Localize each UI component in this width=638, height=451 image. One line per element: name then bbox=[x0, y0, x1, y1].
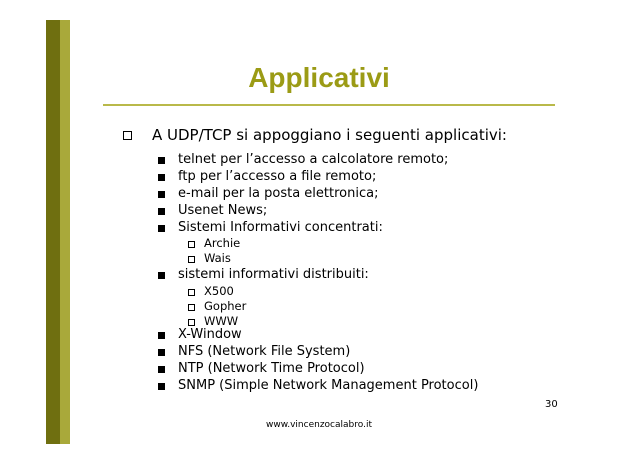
intro-text: A UDP/TCP si appoggiano i seguenti applicativi: bbox=[152, 126, 507, 144]
footer-url: www.vincenzocalabro.it bbox=[265, 420, 372, 430]
hollow-square-bullet-icon bbox=[123, 131, 132, 140]
small-hollow-square-bullet-icon bbox=[188, 289, 195, 296]
filled-square-bullet-icon bbox=[158, 349, 165, 356]
filled-square-bullet-icon bbox=[158, 332, 165, 339]
subitem-www: WWW bbox=[204, 314, 239, 328]
list-item-usenet: Usenet News; bbox=[178, 203, 268, 218]
small-hollow-square-bullet-icon bbox=[188, 256, 195, 263]
filled-square-bullet-icon bbox=[158, 366, 165, 373]
list-item-ftp: ftp per l’accesso a file remoto; bbox=[178, 169, 377, 184]
filled-square-bullet-icon bbox=[158, 225, 165, 232]
subitem-archie: Archie bbox=[204, 236, 241, 250]
list-item-telnet: telnet per l’accesso a calcolatore remoto; bbox=[178, 152, 449, 167]
subitem-gopher: Gopher bbox=[204, 299, 247, 313]
list-item-distributed: sistemi informativi distribuiti: bbox=[178, 267, 369, 282]
subitem-wais: Wais bbox=[204, 251, 231, 265]
filled-square-bullet-icon bbox=[158, 383, 165, 390]
filled-square-bullet-icon bbox=[158, 208, 165, 215]
list-item-xwindow: X-Window bbox=[178, 327, 242, 342]
filled-square-bullet-icon bbox=[158, 157, 165, 164]
list-item-nfs: NFS (Network File System) bbox=[178, 344, 351, 359]
page-number: 30 bbox=[545, 399, 558, 410]
list-item-email: e-mail per la posta elettronica; bbox=[178, 186, 379, 201]
filled-square-bullet-icon bbox=[158, 272, 165, 279]
subitem-x500: X500 bbox=[204, 284, 234, 298]
filled-square-bullet-icon bbox=[158, 191, 165, 198]
list-item-snmp: SNMP (Simple Network Management Protocol) bbox=[178, 378, 479, 393]
title-divider bbox=[103, 104, 555, 106]
small-hollow-square-bullet-icon bbox=[188, 304, 195, 311]
list-item-ntp: NTP (Network Time Protocol) bbox=[178, 361, 365, 376]
list-item-concentrated: Sistemi Informativi concentrati: bbox=[178, 220, 383, 235]
slide-title: Applicativi bbox=[248, 62, 390, 93]
small-hollow-square-bullet-icon bbox=[188, 241, 195, 248]
filled-square-bullet-icon bbox=[158, 174, 165, 181]
small-hollow-square-bullet-icon bbox=[188, 319, 195, 326]
